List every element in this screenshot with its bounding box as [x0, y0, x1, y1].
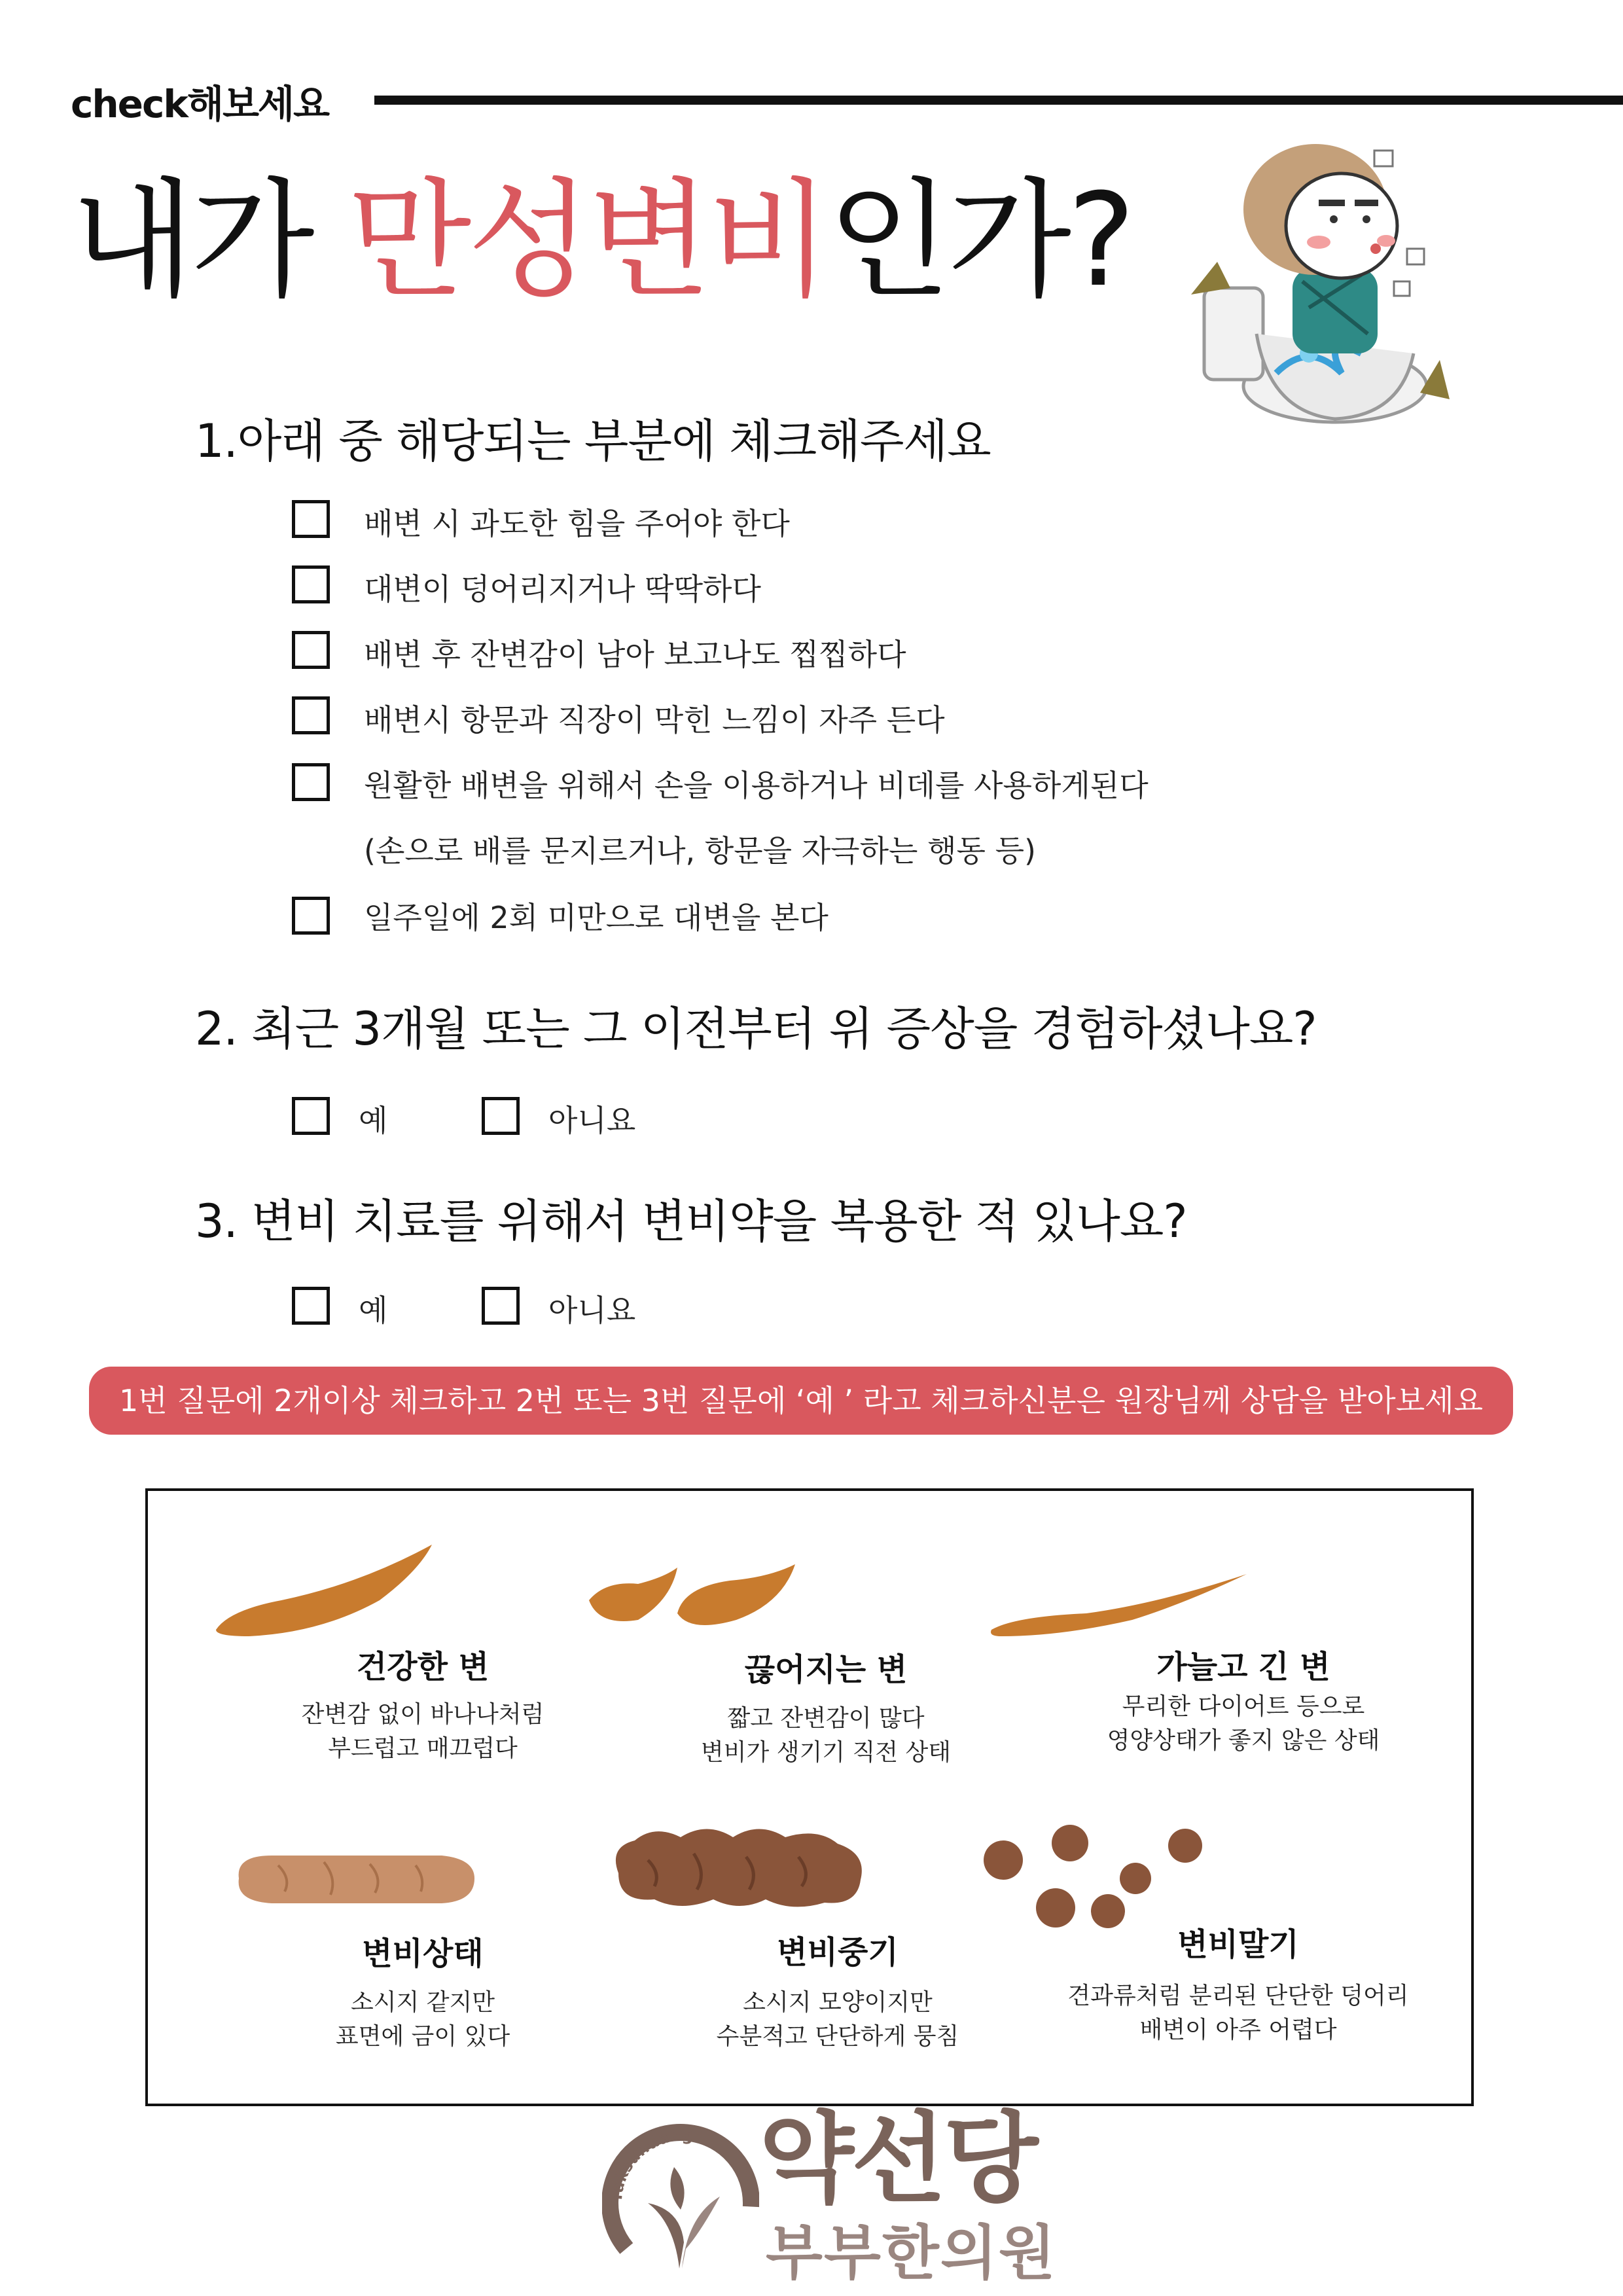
stool-desc-3a: 무리한 다이어트 등으로: [1122, 1693, 1365, 1720]
stool-name-6: 변비말기: [1177, 1926, 1299, 1963]
q1-checkbox-4[interactable]: [292, 696, 330, 734]
q1-checkbox-1[interactable]: [292, 500, 330, 538]
q2-yes-checkbox[interactable]: [292, 1097, 330, 1135]
q1-checkbox-3[interactable]: [292, 631, 330, 669]
healthy-stool-illustration: [209, 1538, 445, 1643]
q1-item-2-label: 대변이 덩어리지거나 딱딱하다: [364, 571, 761, 607]
yaksundang-logo-mark: [602, 2118, 759, 2282]
logo-brand: 약선당: [759, 2102, 1036, 2216]
q1-checkbox-6[interactable]: [292, 897, 330, 935]
q1-item-4-label: 배변시 항문과 직장이 막힌 느낌이 자주 든다: [364, 702, 945, 738]
broken-stool-illustration: [586, 1554, 808, 1633]
stool-name-4: 변비상태: [362, 1935, 484, 1972]
stool-name-5: 변비중기: [777, 1934, 899, 1971]
stool-desc-5b: 수분적고 단단하게 뭉침: [716, 2023, 959, 2050]
question-2-text: 2. 최근 3개월 또는 그 이전부터 위 증상을 경험하셨나요?: [195, 1002, 1317, 1056]
logo-sub: 부부한의원: [766, 2219, 1057, 2287]
toilet-cartoon-illustration: [1178, 137, 1453, 439]
logo-arc-text: Yaksundang: [607, 2125, 694, 2204]
stool-desc-6b: 배변이 아주 어렵다: [1139, 2017, 1337, 2043]
mid-constipation-stool-illustration: [609, 1821, 870, 1912]
stool-desc-2b: 변비가 생기기 직전 상태: [700, 1739, 952, 1766]
header-label: check해보세요: [71, 82, 329, 126]
page-title: [71, 166, 1132, 315]
question-3-text: 3. 변비 치료를 위해서 변비약을 복용한 적 있나요?: [195, 1194, 1187, 1248]
q1-item-5-note: (손으로 배를 문지르거나, 항문을 자극하는 행동 등): [364, 833, 1036, 869]
stool-name-3: 가늘고 긴 변: [1156, 1649, 1330, 1685]
stool-desc-2a: 짧고 잔변감이 많다: [727, 1705, 925, 1732]
stool-name-1: 건강한 변: [356, 1649, 490, 1685]
stool-desc-6a: 견과류처럼 분리된 단단한 덩어리: [1067, 1982, 1409, 2009]
question-1-text: 1.아래 중 해당되는 부분에 체크해주세요: [195, 414, 991, 468]
q1-item-3-label: 배변 후 잔변감이 남아 보고나도 찝찝하다: [364, 637, 906, 672]
advice-banner: 1번 질문에 2개이상 체크하고 2번 또는 3번 질문에 ‘예 ’ 라고 체크하신분은 원장님께 상담을 받아보세요: [89, 1367, 1513, 1435]
stool-desc-4a: 소시지 같지만: [350, 1989, 495, 2016]
title-suffix: 인가?: [827, 166, 1132, 315]
stool-desc-1b: 부드럽고 매끄럽다: [328, 1735, 518, 1762]
thin-stool-illustration: [988, 1568, 1250, 1640]
q1-checkbox-2[interactable]: [292, 565, 330, 603]
q1-item-5-label: 원활한 배변을 위해서 손을 이용하거나 비데를 사용하게된다: [364, 768, 1149, 803]
stool-desc-1a: 잔변감 없이 바나나처럼: [301, 1701, 544, 1728]
title-prefix: 내가: [71, 166, 348, 315]
q1-item-6-label: 일주일에 2회 미만으로 대변을 본다: [364, 900, 829, 935]
q2-yes-label: 예: [359, 1103, 388, 1138]
stool-desc-3b: 영양상태가 좋지 않은 상태: [1107, 1727, 1380, 1754]
q2-no-label: 아니요: [548, 1103, 636, 1138]
q3-no-checkbox[interactable]: [482, 1287, 520, 1325]
stool-desc-4b: 표면에 금이 있다: [335, 2023, 510, 2050]
q3-yes-checkbox[interactable]: [292, 1287, 330, 1325]
q2-no-checkbox[interactable]: [482, 1097, 520, 1135]
stool-name-2: 끊어지는 변: [744, 1651, 908, 1688]
q3-yes-label: 예: [359, 1293, 388, 1328]
header-rule: [374, 96, 1623, 105]
q1-checkbox-5[interactable]: [292, 763, 330, 801]
q1-item-1-label: 배변 시 과도한 힘을 주어야 한다: [364, 506, 790, 541]
constipated-stool-illustration: [226, 1846, 481, 1911]
q3-no-label: 아니요: [548, 1293, 636, 1328]
title-highlight: 만성변비: [347, 166, 828, 315]
stool-desc-5a: 소시지 모양이지만: [743, 1989, 933, 2016]
